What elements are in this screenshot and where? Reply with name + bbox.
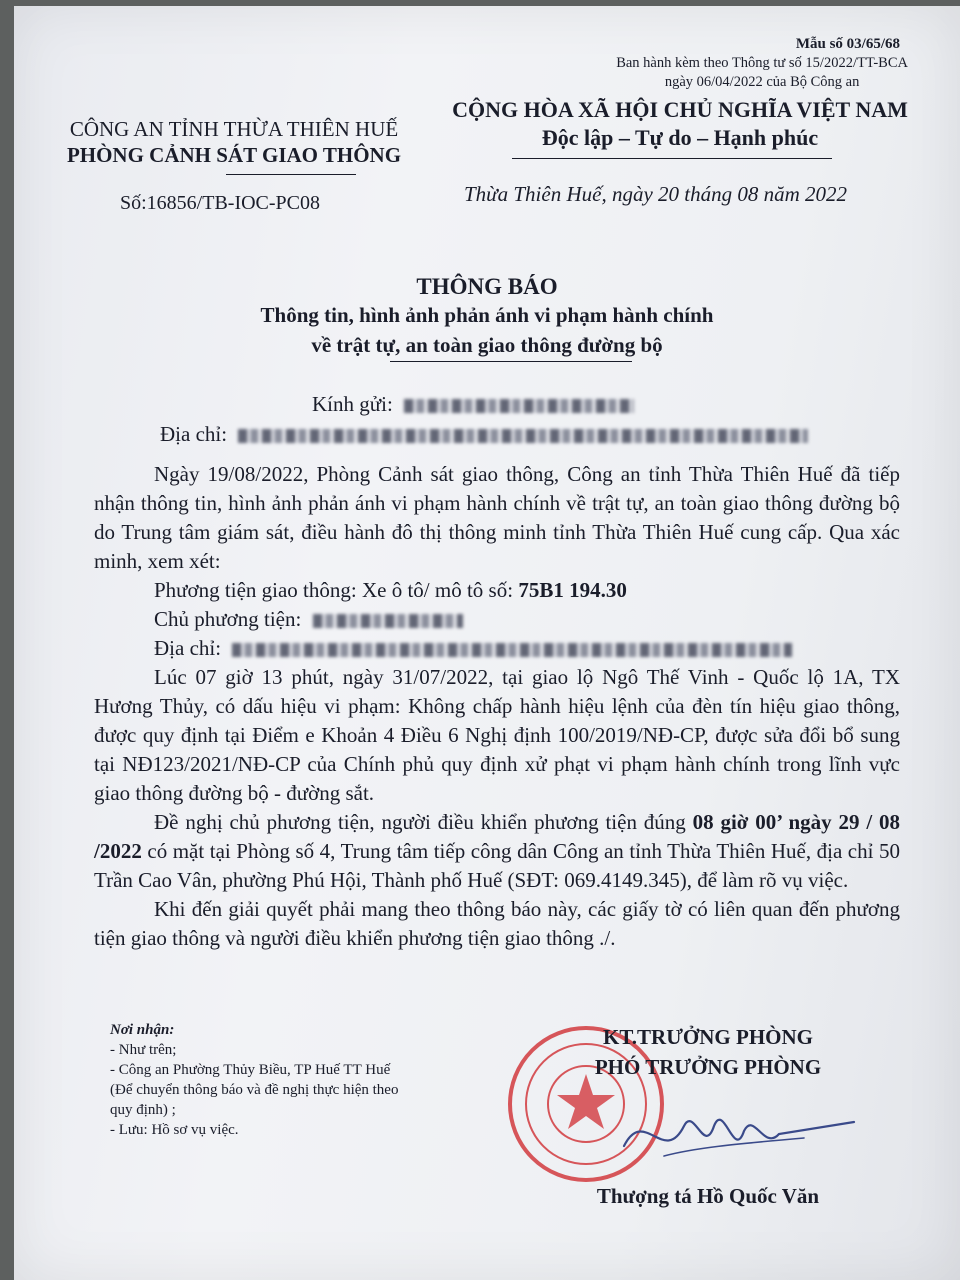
- vehicle-line: [94, 576, 900, 605]
- signer-name: Thượng tá Hồ Quốc Văn: [596, 1184, 820, 1208]
- appointment-time: 08 giờ 00’ ngày 29 / 08 /2022: [94, 810, 900, 863]
- form-issued-line1: Ban hành kèm theo Thông tư số 15/2022/TT-BCA: [616, 55, 908, 71]
- subtitle-underline: [390, 361, 632, 362]
- place-date: Thừa Thiên Huế, ngày 20 tháng 08 năm 2022: [464, 182, 848, 206]
- recipient-item: quy định) ;: [110, 1102, 176, 1118]
- vehicle-label: Phương tiện giao thông: Xe ô tô/ mô tô số:: [154, 578, 519, 602]
- body-paragraph-4: Khi đến giải quyết phải mang theo thông báo này, các giấy tờ có liên quan đến phương tiện giao thông và người điều khiển phương tiện giao thông ./.: [94, 897, 900, 950]
- document-title: THÔNG BÁO: [416, 274, 558, 299]
- agency-header: [54, 116, 414, 168]
- document-page: [14, 6, 960, 1280]
- dia-chi-label: Địa chỉ:: [160, 422, 228, 446]
- form-issued-line2: ngày 06/04/2022 của Bộ Công an: [664, 74, 860, 90]
- kinh-gui-label: Kính gửi:: [312, 392, 393, 416]
- nation-header: [432, 96, 928, 152]
- form-number: Mẫu số 03/65/68: [795, 36, 900, 52]
- agency-name: PHÒNG CẢNH SÁT GIAO THÔNG: [66, 143, 402, 167]
- nation-motto: Độc lập – Tự do – Hạnh phúc: [541, 125, 819, 150]
- body-paragraph-1: Ngày 19/08/2022, Phòng Cảnh sát giao thông, Công an tỉnh Thừa Thiên Huế đã tiếp nhận thông tin, hình ảnh phản ánh vi phạm hành chính về trật tự, an toàn giao thông đường bộ do Trung tâm giám sát, điều hành đô thị thông minh tỉnh Thừa Thiên Huế cung cấp. Qua xác minh, xem xét:: [94, 462, 900, 573]
- recipient-item: - Công an Phường Thủy Biều, TP Huế TT Huế: [110, 1062, 391, 1078]
- recipients-block: [110, 1020, 398, 1140]
- redacted-addressee-name: [404, 399, 634, 413]
- subtitle-line2: về trật tự, an toàn giao thông đường bộ: [311, 333, 663, 357]
- redacted-owner-name: [313, 614, 463, 628]
- body-paragraph-2: Lúc 07 giờ 13 phút, ngày 31/07/2022, tại giao lộ Ngô Thế Vinh - Quốc lộ 1A, TX Hương Thủy, có dấu hiệu vi phạm: Không chấp hành hiệu lệnh của đèn tín hiệu giao thông, được quy định tại Điểm e Khoản 4 Điều 6 Nghị định 100/2019/NĐ-CP, được sửa đổi bổ sung tại NĐ123/2021/NĐ-CP của Chính phủ quy định xử phạt vi phạm hành chính trong lĩnh vực giao thông đường bộ - đường sắt.: [94, 665, 900, 805]
- p3-intro: Đề nghị chủ phương tiện, người điều khiển phương tiện đúng: [154, 810, 693, 834]
- redacted-owner-address: [232, 643, 792, 657]
- nation-name: CỘNG HÒA XÃ HỘI CHỦ NGHĨA VIỆT NAM: [452, 97, 908, 122]
- recipient-item: (Để chuyển thông báo và đề nghị thực hiện theo: [110, 1082, 399, 1098]
- recipients-heading: Nơi nhận:: [110, 1022, 175, 1038]
- owner-label: Chủ phương tiện:: [154, 607, 302, 631]
- owner-address-line: [94, 634, 900, 663]
- document-number: Số:16856/TB-IOC-PC08: [120, 192, 321, 214]
- document-subtitle: [14, 300, 960, 360]
- addressee-address-row: [160, 422, 808, 447]
- agency-parent: CÔNG AN TỈNH THỪA THIÊN HUẾ: [69, 117, 399, 141]
- subtitle-line1: Thông tin, hình ảnh phản ánh vi phạm hành chính: [260, 303, 714, 327]
- agency-underline: [226, 174, 356, 175]
- form-issued-note: [616, 54, 908, 92]
- signature-line1: KT.TRƯỞNG PHÒNG: [603, 1025, 813, 1049]
- motto-underline: [512, 158, 832, 159]
- signature-line2: PHÓ TRƯỞNG PHÒNG: [594, 1055, 822, 1079]
- signature-title: [538, 1022, 878, 1082]
- owner-line: [94, 605, 900, 634]
- addressee-row: [312, 392, 634, 417]
- vehicle-plate: 75B1 194.30: [518, 578, 627, 602]
- recipient-item: - Như trên;: [110, 1042, 177, 1058]
- body-paragraph-3: [94, 808, 900, 895]
- recipient-item: - Lưu: Hồ sơ vụ việc.: [110, 1122, 239, 1138]
- owner-address-label: Địa chỉ:: [154, 636, 222, 660]
- handwritten-signature: [604, 1086, 864, 1176]
- redacted-addressee-address: [238, 429, 808, 443]
- p3-rest: có mặt tại Phòng số 4, Trung tâm tiếp công dân Công an tỉnh Thừa Thiên Huế, địa chỉ 50 Trần Cao Vân, phường Phú Hội, Thành phố Huế (SĐT: 069.4149.345), để làm rõ vụ việc.: [94, 839, 900, 892]
- document-body: [94, 460, 900, 953]
